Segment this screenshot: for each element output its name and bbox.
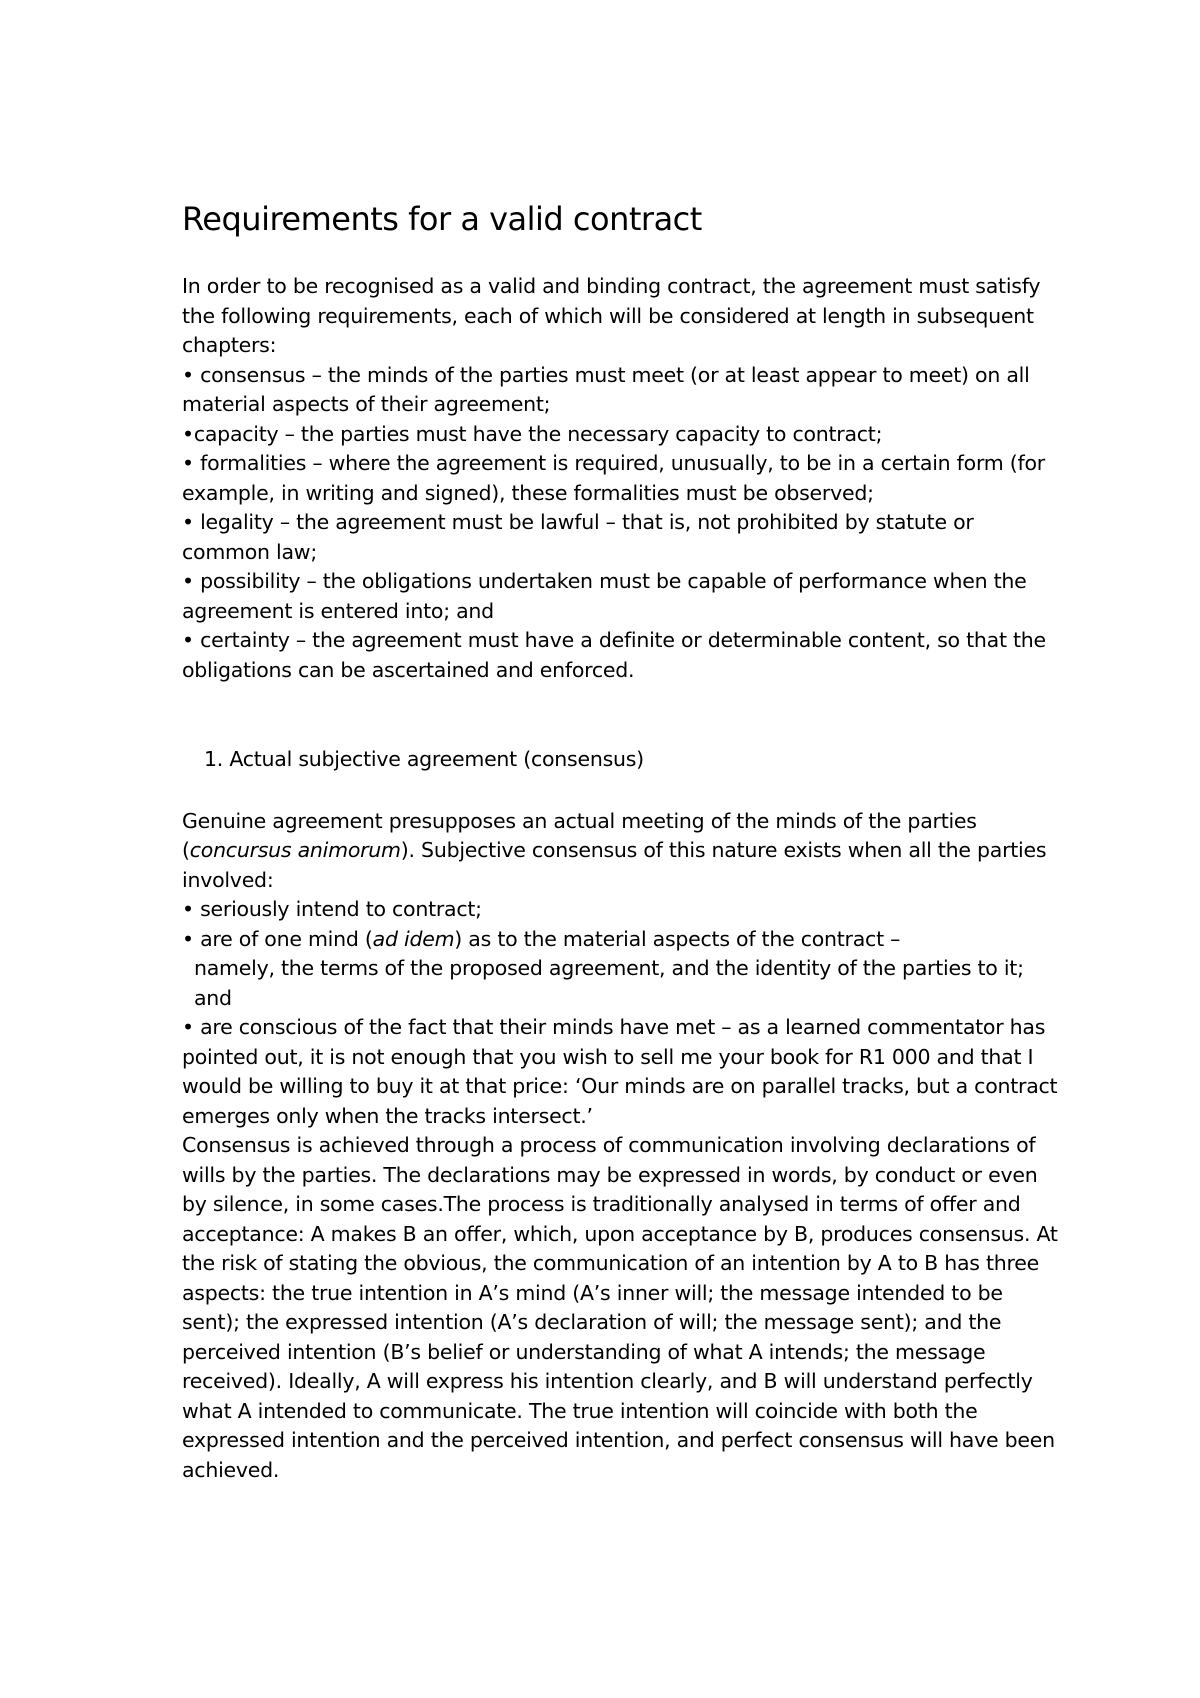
intro-paragraph: In order to be recognised as a valid and binding contract, the agreement must satisfy the following requirements, each of which will be considered at length in subsequent chapters:	[182, 274, 1041, 358]
ad-idem-text-b: ) as to the material aspects of the contract –	[454, 926, 901, 951]
requirement-formalities: • formalities – where the agreement is required, unusually, to be in a certain form (for example, in writing and signed), these formalities must be observed;	[182, 451, 1045, 505]
requirement-consensus: • consensus – the minds of the parties must meet (or at least appear to meet) on all material aspects of their agreement;	[182, 362, 1030, 417]
consensus-paragraph	[182, 807, 1062, 896]
consensus-bullet-ad-idem	[182, 925, 1062, 1014]
requirement-possibility: • possibility – the obligations undertaken must be capable of performance when the agreement is entered into; and	[182, 569, 1027, 623]
page-title: Requirements for a valid contract	[182, 200, 702, 238]
consensus-text-b: ). Subjective consensus of this nature exists when all the parties involved:	[182, 838, 1047, 892]
requirement-capacity: •capacity – the parties must have the necessary capacity to contract;	[182, 421, 883, 446]
requirements-section	[182, 272, 1062, 685]
document-page	[182, 200, 1062, 1485]
requirement-legality: • legality – the agreement must be lawful – that is, not prohibited by statute or common law;	[182, 510, 974, 564]
communication-paragraph: Consensus is achieved through a process of communication involving declarations of wills by the parties. The declarations may be expressed in words, by conduct or even by silence, in some cases.The process is traditionally analysed in terms of offer and acceptance: A makes B an offer, which, upon acceptance by B, produces consensus. At the risk of stating the obvious, the communication of an intention by A to B has three aspects: the true intention in A’s mind (A’s inner will; the message intended to be sent); the expressed intention (A’s declaration of will; the message sent); and the perceived intention (B’s belief or understanding of what A intends; the message received). Ideally, A will express his intention clearly, and B will understand perfectly what A intended to communicate. The true intention will coincide with both the expressed intention and the perceived intention, and perfect consensus will have been achieved.	[182, 1133, 1058, 1482]
consensus-section	[182, 807, 1062, 1486]
requirement-certainty: • certainty – the agreement must have a definite or determinable content, so that the obligations can be ascertained and enforced.	[182, 628, 1046, 682]
section-heading: 1. Actual subjective agreement (consensus)	[204, 747, 644, 772]
latin-term-ad-idem: ad idem	[372, 926, 455, 951]
consensus-bullet-intend: • seriously intend to contract;	[182, 897, 482, 922]
ad-idem-text-a: • are of one mind (	[182, 926, 373, 951]
ad-idem-continuation: namely, the terms of the proposed agreement, and the identity of the parties to it; and	[194, 956, 1024, 1010]
consensus-bullet-conscious: • are conscious of the fact that their minds have met – as a learned commentator has pointed out, it is not enough that you wish to sell me your book for R1 000 and that I would be willing to buy it at that price: ‘Our minds are on parallel tracks, but a contract emerges only when the tracks intersect.’	[182, 1015, 1058, 1128]
consensus-text-a: Genuine agreement presupposes an actual meeting of the minds of the parties (	[182, 808, 977, 863]
latin-term-concursus: concursus animorum	[189, 838, 401, 863]
